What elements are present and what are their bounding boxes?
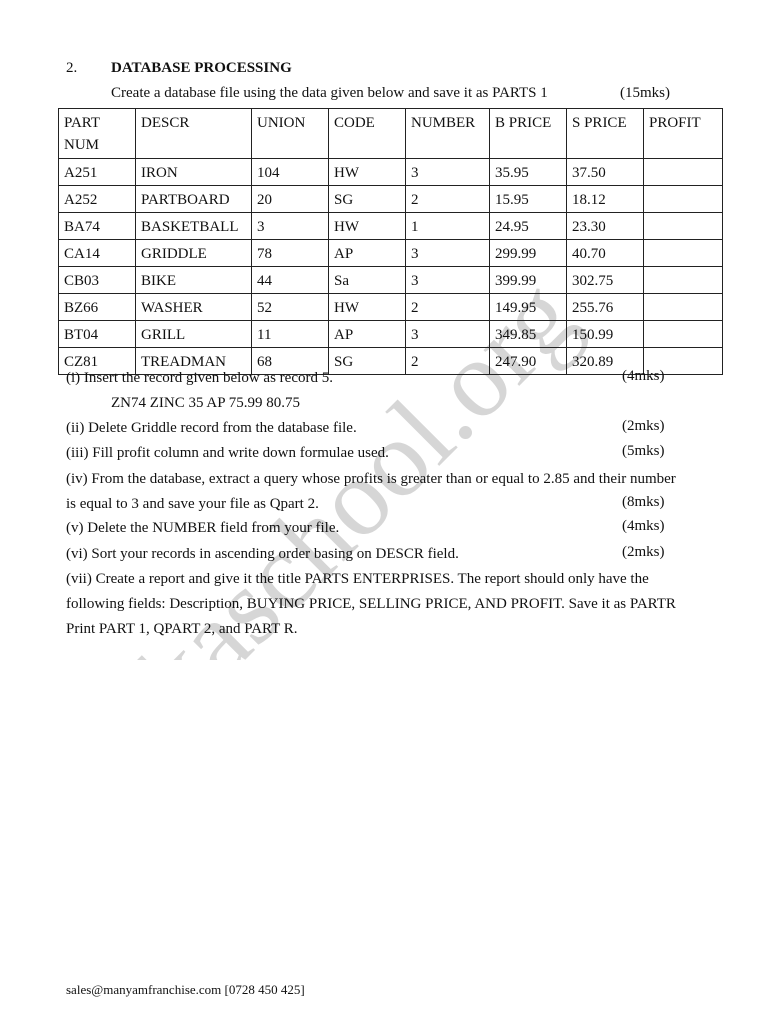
question-intro: Create a database file using the data given below and save it as PARTS 1 [111, 85, 548, 101]
cell-part-num: CA14 [59, 240, 136, 267]
task-v-marks: (4mks) [622, 518, 665, 534]
cell-code: SG [329, 186, 406, 213]
cell-union: 52 [252, 294, 329, 321]
cell-b-price: 35.95 [490, 159, 567, 186]
cell-b-price: 247.90 [490, 348, 567, 375]
cell-s-price: 150.99 [567, 321, 644, 348]
cell-number: 3 [406, 267, 490, 294]
cell-number: 2 [406, 348, 490, 375]
cell-descr: GRILL [136, 321, 252, 348]
cell-descr: TREADMAN [136, 348, 252, 375]
task-iii: (iii) Fill profit column and write down formulae used. [66, 445, 389, 461]
cell-part-num: CB03 [59, 267, 136, 294]
cell-code: SG [329, 348, 406, 375]
question-title: DATABASE PROCESSING [111, 60, 292, 76]
task-vii-line2: following fields: Description, BUYING PRICE, SELLING PRICE, AND PROFIT. Save it as PARTR [66, 596, 676, 612]
cell-part-num: CZ81 [59, 348, 136, 375]
table-row [59, 213, 723, 240]
header-profit: PROFIT [644, 109, 723, 159]
cell-union: 104 [252, 159, 329, 186]
cell-profit [644, 294, 723, 321]
task-iv-line2: is equal to 3 and save your file as Qpart 2. [66, 496, 319, 512]
cell-descr: BIKE [136, 267, 252, 294]
header-number: NUMBER [406, 109, 490, 159]
cell-union: 11 [252, 321, 329, 348]
cell-number: 1 [406, 213, 490, 240]
table-row [59, 267, 723, 294]
cell-number: 2 [406, 294, 490, 321]
cell-s-price: 18.12 [567, 186, 644, 213]
cell-union: 3 [252, 213, 329, 240]
cell-s-price: 255.76 [567, 294, 644, 321]
cell-descr: IRON [136, 159, 252, 186]
cell-profit [644, 267, 723, 294]
cell-s-price: 37.50 [567, 159, 644, 186]
cell-b-price: 399.99 [490, 267, 567, 294]
cell-number: 3 [406, 159, 490, 186]
cell-s-price: 23.30 [567, 213, 644, 240]
header-descr: DESCR [136, 109, 252, 159]
cell-b-price: 299.99 [490, 240, 567, 267]
cell-union: 44 [252, 267, 329, 294]
table-row [59, 294, 723, 321]
footer-contact: sales@manyamfranchise.com [0728 450 425] [66, 982, 305, 997]
cell-b-price: 15.95 [490, 186, 567, 213]
cell-code: AP [329, 240, 406, 267]
new-record: ZN74 ZINC 35 AP 75.99 80.75 [111, 395, 301, 411]
task-iv-line1: (iv) From the database, extract a query whose profits is greater than or equal to 2.85 and their number [66, 471, 676, 487]
cell-part-num: A251 [59, 159, 136, 186]
table-row [59, 240, 723, 267]
cell-number: 2 [406, 186, 490, 213]
cell-part-num: A252 [59, 186, 136, 213]
task-ii: (ii) Delete Griddle record from the database file. [66, 420, 357, 436]
cell-descr: WASHER [136, 294, 252, 321]
cell-s-price: 40.70 [567, 240, 644, 267]
cell-code: Sa [329, 267, 406, 294]
question-number: 2. [66, 60, 78, 76]
task-vi-marks: (2mks) [622, 544, 665, 560]
task-v: (v) Delete the NUMBER field from your file. [66, 520, 340, 536]
cell-profit [644, 240, 723, 267]
cell-part-num: BA74 [59, 213, 136, 240]
table-body [59, 159, 723, 375]
cell-part-num: BT04 [59, 321, 136, 348]
cell-code: HW [329, 159, 406, 186]
task-vi: (vi) Sort your records in ascending order basing on DESCR field. [66, 546, 459, 562]
table-row [59, 159, 723, 186]
cell-profit [644, 186, 723, 213]
question-marks: (15mks) [620, 85, 670, 101]
table-row [59, 321, 723, 348]
cell-profit [644, 159, 723, 186]
cell-b-price: 149.95 [490, 294, 567, 321]
task-vii-line3: Print PART 1, QPART 2, and PART R. [66, 621, 298, 637]
cell-s-price: 302.75 [567, 267, 644, 294]
cell-descr: PARTBOARD [136, 186, 252, 213]
header-part-num: PART NUM [59, 109, 136, 159]
task-i-marks: (4mks) [622, 368, 665, 384]
task-vii-line1: (vii) Create a report and give it the title PARTS ENTERPRISES. The report should only have the [66, 571, 649, 587]
parts-table [58, 108, 723, 375]
cell-part-num: BZ66 [59, 294, 136, 321]
cell-union: 20 [252, 186, 329, 213]
cell-b-price: 24.95 [490, 213, 567, 240]
cell-union: 78 [252, 240, 329, 267]
task-iii-marks: (5mks) [622, 443, 665, 459]
table-header-row [59, 109, 723, 159]
cell-s-price: 320.89 [567, 348, 644, 375]
cell-code: AP [329, 321, 406, 348]
task-iv-marks: (8mks) [622, 494, 665, 510]
cell-union: 68 [252, 348, 329, 375]
cell-profit [644, 321, 723, 348]
header-b-price: B PRICE [490, 109, 567, 159]
header-code: CODE [329, 109, 406, 159]
cell-code: HW [329, 294, 406, 321]
task-i: (i) Insert the record given below as record 5. [66, 370, 333, 386]
header-s-price: S PRICE [567, 109, 644, 159]
cell-number: 3 [406, 240, 490, 267]
cell-b-price: 349.85 [490, 321, 567, 348]
header-union: UNION [252, 109, 329, 159]
cell-code: HW [329, 213, 406, 240]
cell-descr: BASKETBALL [136, 213, 252, 240]
watermark-text: atikaschool.org [95, 254, 598, 660]
cell-number: 3 [406, 321, 490, 348]
task-ii-marks: (2mks) [622, 418, 665, 434]
cell-descr: GRIDDLE [136, 240, 252, 267]
cell-profit [644, 213, 723, 240]
table-row [59, 186, 723, 213]
